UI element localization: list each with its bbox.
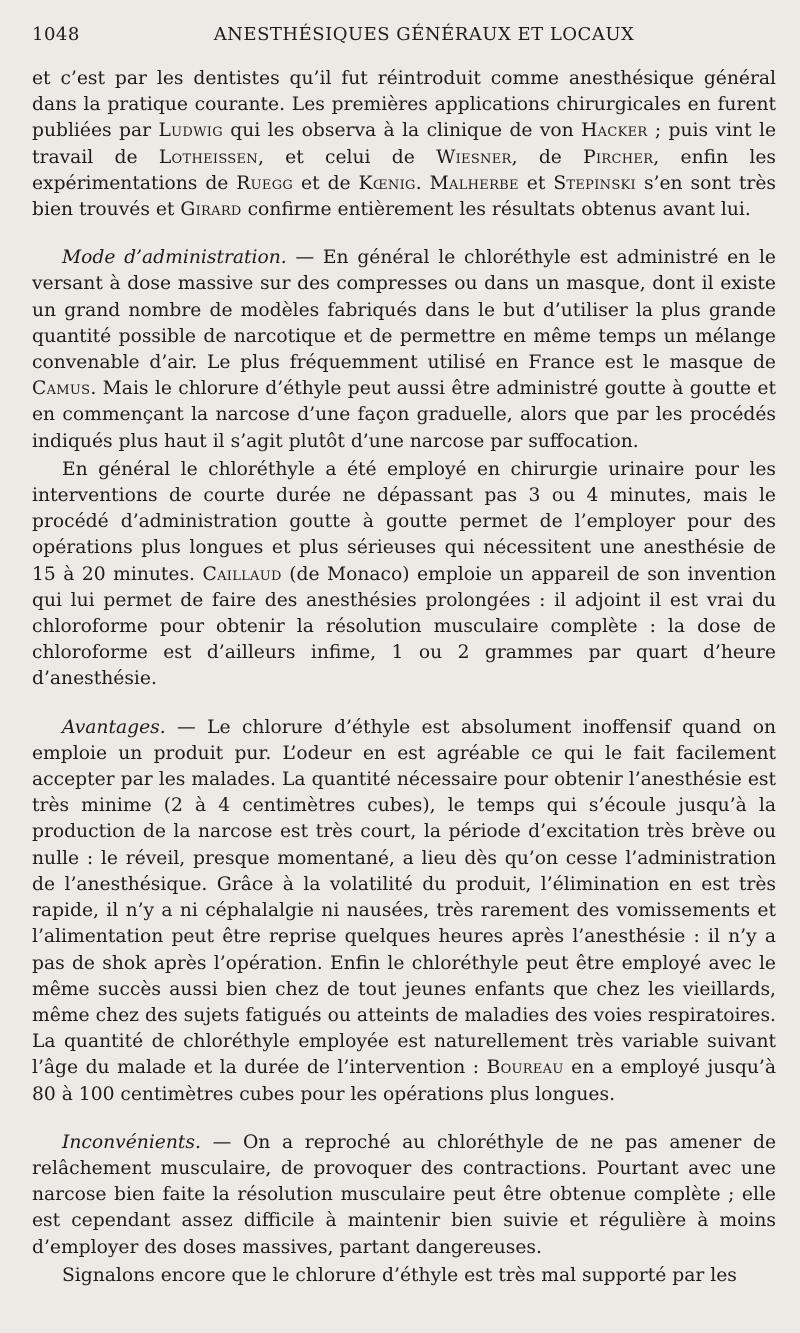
intro-text-7: et de xyxy=(293,172,359,194)
intro-text-9: et xyxy=(518,172,554,194)
page-number: 1048 xyxy=(32,24,80,45)
paragraph-general-use xyxy=(32,457,776,693)
author-wiesner: Wiesner xyxy=(436,146,512,168)
author-malherbe: Malherbe xyxy=(429,172,519,194)
mode-text-1: — En général le chloréthyle est administré en le versant à dose massive sur des compresses ou dans un masque, dont il existe un grand nombre de modèles fabriqués dans le but d’utiliser la plus grande quantité possible de narcotique et de permettre en même temps un mélange convenable d’air. Le plus fréquemment utilisé en France est le masque de xyxy=(32,247,776,374)
author-pircher: Pircher xyxy=(583,146,654,168)
avantages-text-1: — Le chlorure d’éthyle est absolument inoffensif quand on emploie un produit pur. L’odeur en est agréable ce qui le fait facilement accepter par les malades. La quantité nécessaire pour obtenir l’anesthésie est très minime (2 à 4 centimètres cubes), le temps qui s’écoule jusqu’à la production de la narcose est très court, la période d’excitation très brève ou nulle : le réveil, presque momentané, a lieu dès qu’on cesse l’administration de l’anesthésique. Grâce à la volatilité du produit, l’élimination en est très rapide, il n’y a ni céphalalgie ni nausées, très rarement des vomissements et l’alimentation peut être reprise quelques heures après l’anesthésie : il n’y a pas de shok après l’opération. Enfin le chloréthyle peut être employé avec le même succès aussi bien chez de tout jeunes enfants que chez les vieillards, même chez des sujets fatigués ou atteints de maladies des voies respiratoires. La quantité de chloréthyle employée est naturellement très variable suivant l’âge du malade et la durée de l’intervention : xyxy=(32,716,776,1079)
paragraph-mode-administration xyxy=(32,245,776,455)
author-girard: Girard xyxy=(180,199,242,221)
mode-text-2: . Mais le chlorure d’éthyle peut aussi être administré goutte à goutte et en commençant la narcose d’une façon graduelle, alors que par les procédés indiqués plus haut il s’agit plutôt d’une narcose par suffocation. xyxy=(32,378,776,452)
paragraph-intro xyxy=(32,66,776,223)
avantages-text-2: en a employé jusqu’à 80 à 100 centimètres cubes pour les opérations plus longues. xyxy=(32,1057,776,1105)
paragraph-avantages xyxy=(32,715,776,1108)
section-heading-avantages: Avantages. xyxy=(62,716,166,738)
intro-text-3: ; puis vint le travail de xyxy=(32,120,777,168)
author-ludwig: Ludwig xyxy=(158,120,223,142)
body-text xyxy=(32,66,776,1289)
section-heading-mode: Mode d’administration. xyxy=(62,247,287,269)
author-boureau: Boureau xyxy=(486,1057,564,1079)
author-stepinski: Stepinski xyxy=(553,172,636,194)
running-head xyxy=(32,24,776,56)
intro-text-4: , et celui de xyxy=(257,146,437,168)
intro-text-11: confirme entièrement les résultats obtenus avant lui. xyxy=(241,199,751,221)
author-lotheissen: Lotheissen xyxy=(158,146,258,168)
intro-text-2: qui les observa à la clinique de von xyxy=(222,120,582,142)
author-koenig: Kœnig xyxy=(358,172,416,194)
intro-text-8: . xyxy=(415,172,430,194)
author-hacker: Hacker xyxy=(581,120,648,142)
paragraph-inconvenients xyxy=(32,1130,776,1261)
intro-text-6: , enfin les expérimentations de xyxy=(32,146,777,194)
intro-text-1: et c’est par les dentistes qu’il fut réintroduit comme anesthésique général dans la pratique courante. Les premières applications chirurgicales en furent publiées par xyxy=(32,68,776,142)
general-text-1: En général le chloréthyle a été employé en chirurgie urinaire pour les interventions de courte durée ne dépassant pas 3 ou 4 minutes, mais le procédé d’administration goutte à goutte permet de l’employer pour des opérations plus longues et plus sérieuses qui nécessitent une anesthésie de 15 à 20 minutes. xyxy=(32,458,776,585)
paragraph-signalons xyxy=(32,1263,776,1289)
author-caillaud: Caillaud xyxy=(202,563,282,585)
author-camus: Camus xyxy=(32,378,91,400)
intro-text-10: s’en sont très bien trouvés et xyxy=(32,172,776,221)
signalons-text: Signalons encore que le chlorure d’éthyle est très mal supporté par les xyxy=(62,1264,737,1286)
section-heading-inconvenients: Inconvénients. xyxy=(62,1131,201,1153)
inconvenients-text: — On a reproché au chloréthyle de ne pas amener de relâchement musculaire, de provoquer des contractions. Pourtant avec une narcose bien faite la résolution musculaire peut être obtenue complète ; elle est cependant assez difficile à maintenir bien suivie et régulière à moins d’employer des doses massives, partant dangereuses. xyxy=(32,1131,776,1258)
general-text-2: (de Monaco) emploie un appareil de son invention qui lui permet de faire des anesthésies prolongées : il adjoint il est vrai du chloroforme pour obtenir la résolution musculaire complète : la dose de chloroforme est d’ailleurs infime, 1 ou 2 grammes par quart d’heure d’anesthésie. xyxy=(32,563,776,690)
intro-text-5: , de xyxy=(511,146,584,168)
running-title: ANESTHÉSIQUES GÉNÉRAUX ET LOCAUX xyxy=(213,24,635,45)
author-ruegg: Ruegg xyxy=(236,172,294,194)
